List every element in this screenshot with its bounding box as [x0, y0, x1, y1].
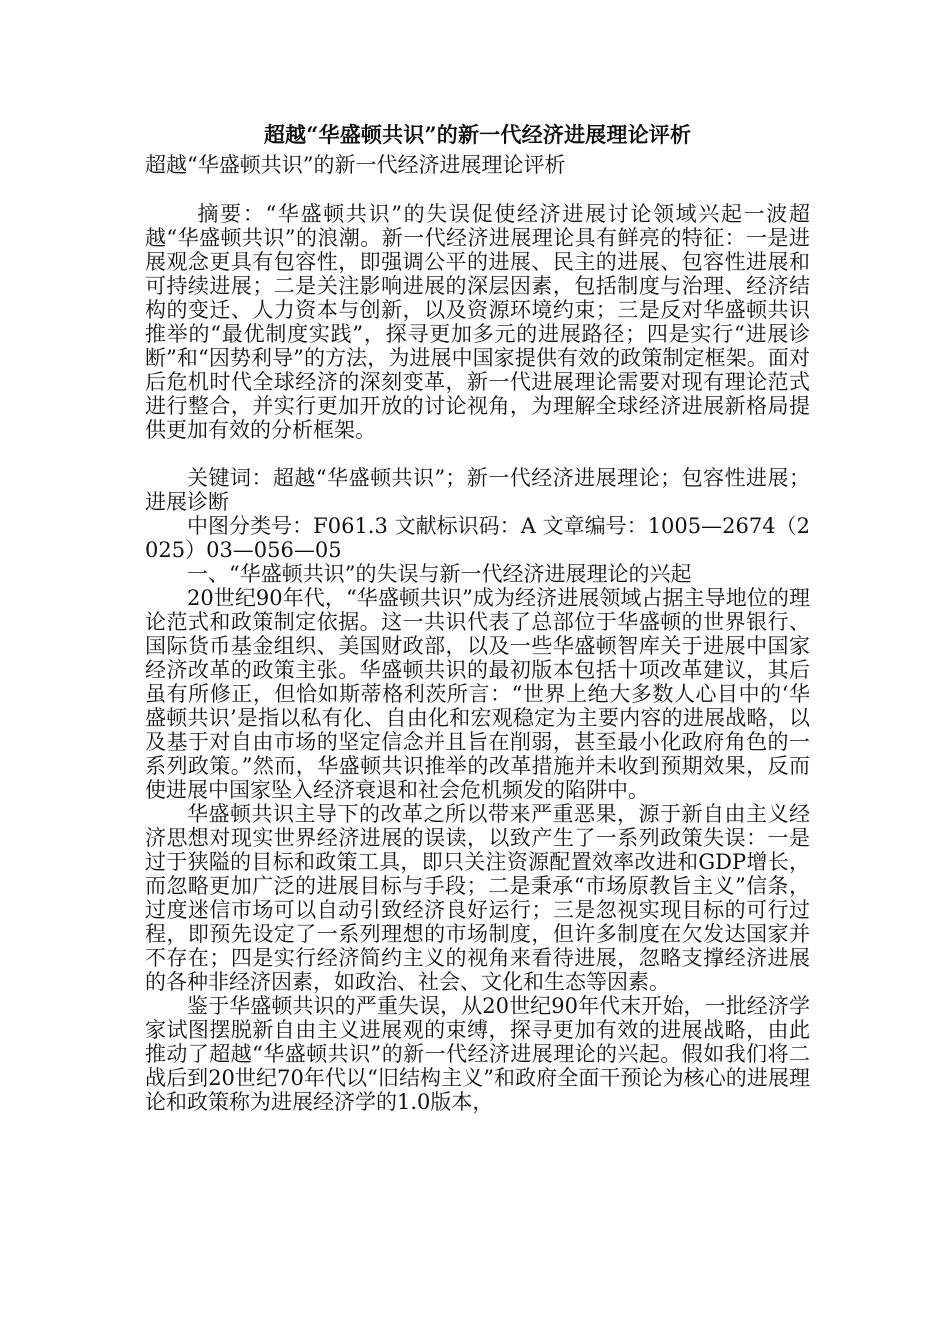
keywords-paragraph: 关键词：超越“华盛顿共识”；新一代经济进展理论；包容性进展；进展诊断	[145, 466, 810, 514]
classification-paragraph: 中图分类号：F061.3 文献标识码：A 文章编号：1005—2674（2025）03—056—05	[145, 514, 810, 562]
body-paragraph-3: 鉴于华盛顿共识的严重失误，从20世纪90年代末开始，一批经济学家试图摆脱新自由主义进展观的束缚，探寻更加有效的进展战略，由此推动了超越“华盛顿共识”的新一代经济进展理论的兴起。假如我们将二战后到20世纪70年代以“旧结构主义”和政府全面干预论为核心的进展理论和政策称为进展经济学的1.0版本，	[145, 994, 810, 1114]
document-page	[145, 120, 810, 1114]
document-subtitle: 超越“华盛顿共识”的新一代经济进展理论评析	[145, 153, 566, 177]
abstract-paragraph: 摘要：“华盛顿共识”的失误促使经济进展讨论领域兴起一波超越“华盛顿共识”的浪潮。新一代经济进展理论具有鲜亮的特征：一是进展观念更具有包容性，即强调公平的进展、民主的进展、包容性进展和可持续进展；二是关注影响进展的深层因素，包括制度与治理、经济结构的变迁、人力资本与创新，以及资源环境约束；三是反对华盛顿共识推举的“最优制度实践”，探寻更加多元的进展路径；四是实行“进展诊断”和“因势利导”的方法，为进展中国家提供有效的政策制定框架。面对后危机时代全球经济的深刻变革，新一代进展理论需要对现有理论范式进行整合，并实行更加开放的讨论视角，为理解全球经济进展新格局提供更加有效的分析框架。	[145, 202, 810, 442]
document-title: 超越“华盛顿共识”的新一代经济进展理论评析	[263, 122, 692, 147]
body-paragraph-2: 华盛顿共识主导下的改革之所以带来严重恶果，源于新自由主义经济思想对现实世界经济进展的误读，以致产生了一系列政策失误：一是过于狭隘的目标和政策工具，即只关注资源配置效率改进和GDP增长，而忽略更加广泛的进展目标与手段；二是秉承“市场原教旨主义”信条，过度迷信市场可以自动引致经济良好运行；三是忽视实现目标的可行过程，即预先设定了一系列理想的市场制度，但许多制度在欠发达国家并不存在；四是实行经济简约主义的视角来看待进展，忽略支撑经济进展的各种非经济因素，如政治、社会、文化和生态等因素。	[145, 802, 810, 994]
section-heading: 一、“华盛顿共识”的失误与新一代经济进展理论的兴起	[187, 562, 692, 586]
body-paragraph-1: 20世纪90年代，“华盛顿共识”成为经济进展领域占据主导地位的理论范式和政策制定依据。这一共识代表了总部位于华盛顿的世界银行、国际货币基金组织、美国财政部，以及一些华盛顿智库关于进展中国家经济改革的政策主张。华盛顿共识的最初版本包括十项改革建议，其后虽有所修正，但恰如斯蒂格利茨所言：“世界上绝大多数人心目中的‘华盛顿共识’是指以私有化、自由化和宏观稳定为主要内容的进展战略，以及基于对自由市场的坚定信念并且旨在削弱，甚至最小化政府角色的一系列政策。”然而，华盛顿共识推举的改革措施并未收到预期效果，反而使进展中国家坠入经济衰退和社会危机频发的陷阱中。	[145, 586, 810, 802]
